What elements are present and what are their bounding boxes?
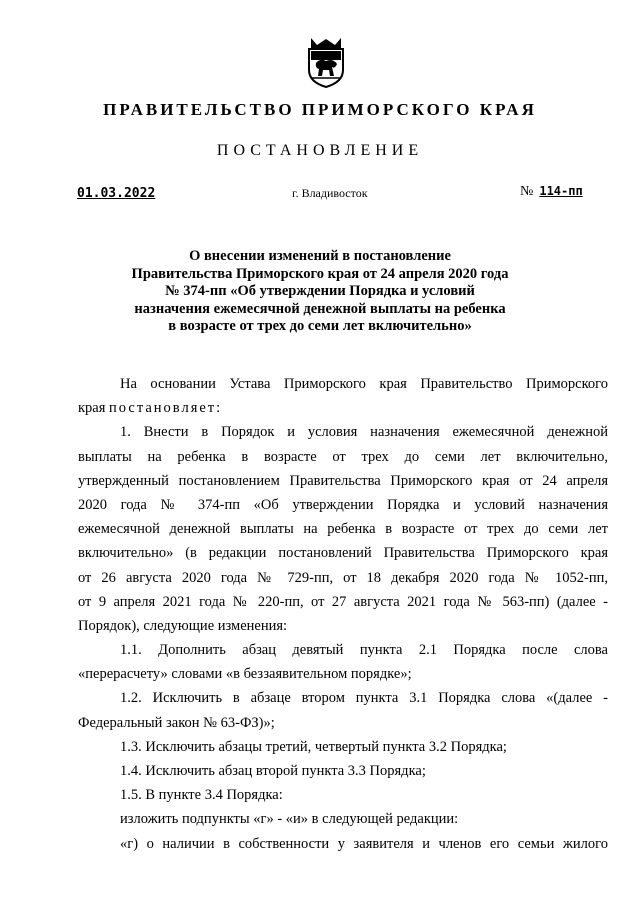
paragraph-line: 1.2. Исключить в абзаце втором пункта 3.1 Порядка слова «(далее - <box>120 690 608 707</box>
decree-word: постановляет: <box>109 400 223 417</box>
intro-line: На основании Устава Приморского края Правительство Приморского <box>120 376 608 392</box>
paragraph-line: утвержденный постановлением Правительства Приморского края от 24 апреля <box>78 472 608 489</box>
title-line: назначения ежемесячной денежной выплаты на ребенка <box>134 300 506 317</box>
paragraph-line: включительно» (в редакции постановлений Правительства Приморского края <box>78 545 608 562</box>
number-value: 114-пп <box>539 184 583 198</box>
paragraph-line: 1.1. Дополнить абзац девятый пункта 2.1 Порядка после слова <box>120 642 608 659</box>
document-city: г. Владивосток <box>292 186 368 200</box>
paragraph-line: от 26 августа 2020 года № 729-пп, от 18 декабря 2020 года № 1052-пп, <box>78 569 608 586</box>
title-line: в возрасте от трех до семи лет включительно» <box>168 318 472 334</box>
intro-text: края <box>78 400 110 417</box>
paragraph-line: 1. Внести в Порядок и условия назначения ежемесячной денежной <box>120 424 608 441</box>
paragraph-line: выплаты на ребенка в возрасте от трех до семи лет включительно, <box>78 448 608 465</box>
document-number <box>520 184 583 200</box>
paragraph-line: «перерасчету» словами «в беззаявительном порядке»; <box>78 666 412 683</box>
document-type: ПОСТАНОВЛЕНИЕ <box>216 142 424 159</box>
document-date: 01.03.2022 <box>77 186 156 201</box>
paragraph-line: Федеральный закон № 63-ФЗ)»; <box>78 714 275 731</box>
title-line: № 374-пп «Об утверждении Порядка и условий <box>165 283 475 299</box>
paragraph-line: 1.3. Исключить абзацы третий, четвертый пункта 3.2 Порядка; <box>120 738 507 755</box>
paragraph-line: от 9 апреля 2021 года № 220-пп, от 27 августа 2021 года № 563-пп) (далее - <box>78 593 608 610</box>
paragraph-line: изложить подпункты «г» - «и» в следующей редакции: <box>120 811 459 828</box>
paragraph-line: 1.4. Исключить абзац второй пункта 3.3 Порядка; <box>120 763 426 779</box>
document-body <box>78 372 608 856</box>
coat-of-arms-icon <box>305 36 347 88</box>
intro-line <box>78 396 608 420</box>
title-line: О внесении изменений в постановление <box>189 248 451 264</box>
paragraph-line: Порядок), следующие изменения: <box>78 617 288 634</box>
paragraph-line: 2020 года № 374-пп «Об утверждении Порядка и условий назначения <box>78 496 608 513</box>
organization-name: ПРАВИТЕЛЬСТВО ПРИМОРСКОГО КРАЯ <box>103 100 537 119</box>
title-line: Правительства Приморского края от 24 апреля 2020 года <box>131 265 509 282</box>
document-title <box>100 248 540 336</box>
number-label: № <box>520 184 534 199</box>
paragraph-line: ежемесячной денежной выплаты на ребенка в возрасте от трех до семи лет <box>78 521 608 538</box>
paragraph-line: «г) о наличии в собственности у заявителя и членов его семьи жилого <box>120 835 608 852</box>
paragraph-line: 1.5. В пункте 3.4 Порядка: <box>120 787 283 804</box>
